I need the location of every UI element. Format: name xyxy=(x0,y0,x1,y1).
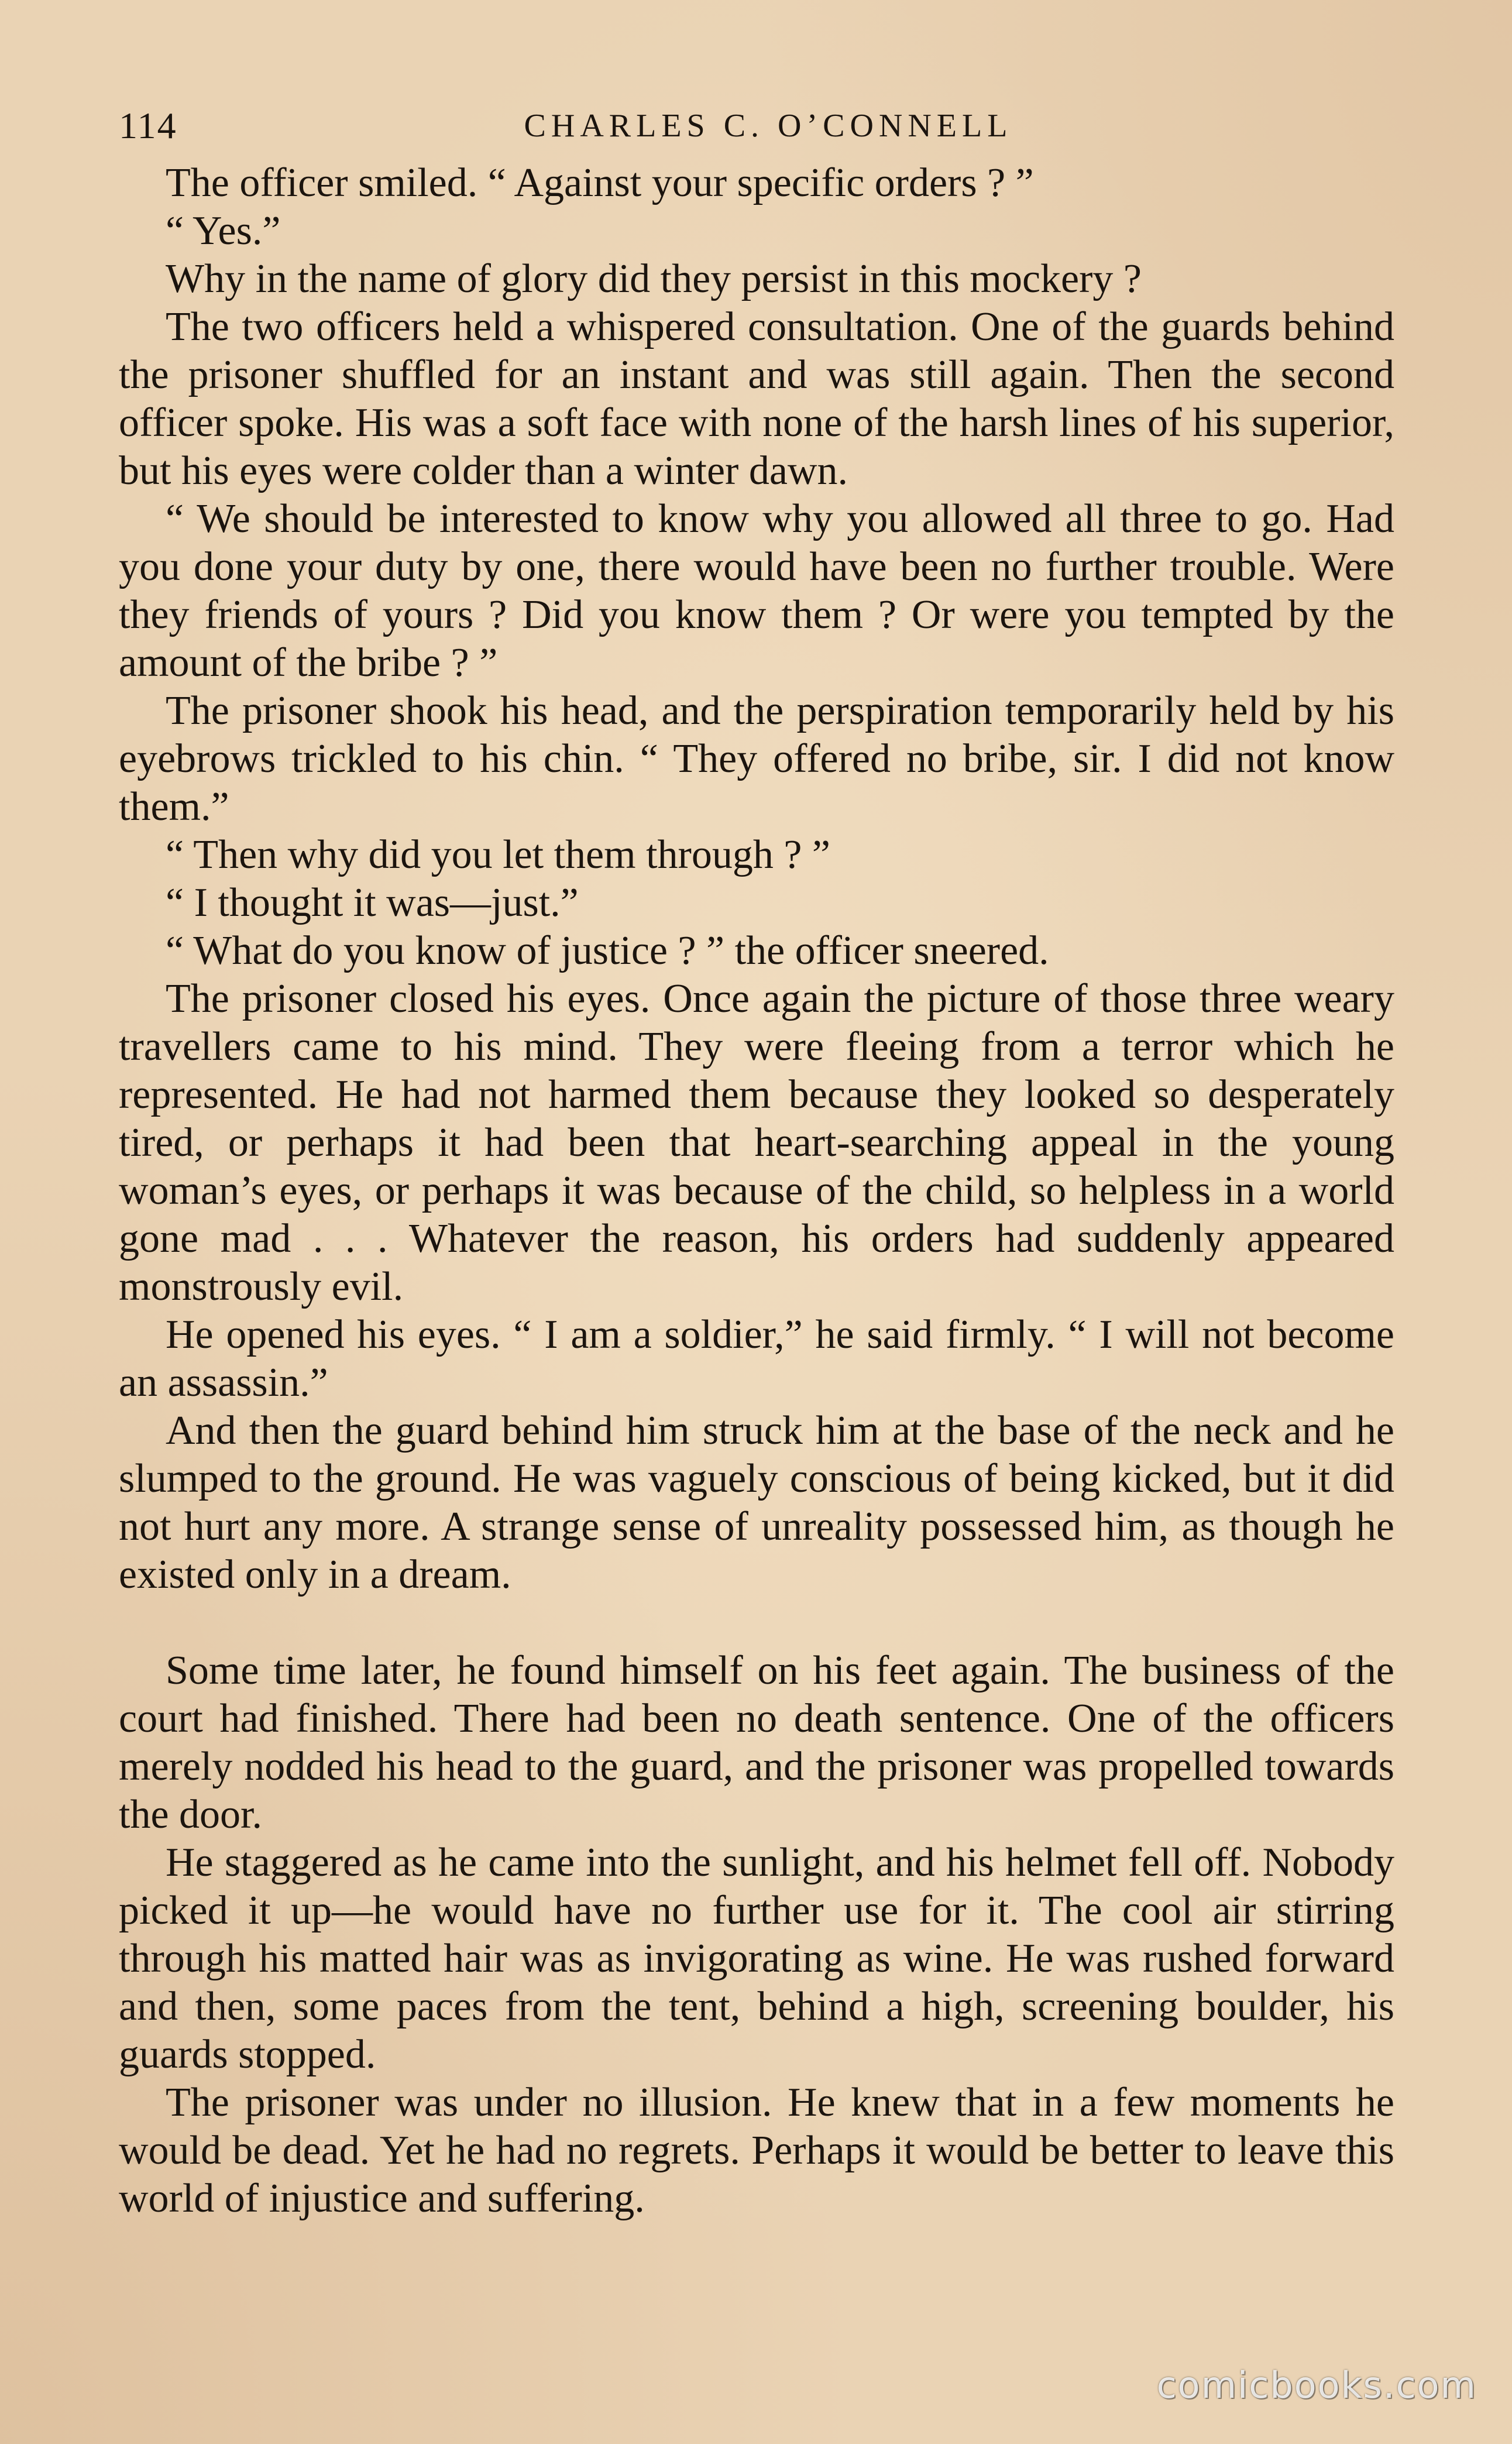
paragraph: “ Then why did you let them through ? ” xyxy=(166,832,830,877)
paragraph: “ I thought it was—just.” xyxy=(166,880,579,925)
paragraph: The prisoner closed his eyes. Once again the picture of those three weary travellers came to his mind. They were fleeing from a terror which he represented. He had not harmed them because they looked so desperately tired, or perhaps it had been that heart-searching appeal in the young woman’s eyes, or perhaps it was because of the child, so helpless in a world gone mad . . . Whatever the reason, his orders had suddenly appeared monstrously evil. xyxy=(119,976,1394,1309)
paragraph: The prisoner shook his head, and the perspiration temporarily held by his eyebrows trickled to his chin. “ They offered no bribe, sir. I did not know them.” xyxy=(119,688,1394,829)
paragraph: He opened his eyes. “ I am a soldier,” he said firmly. “ I will not become an assassin.” xyxy=(119,1312,1394,1405)
running-head xyxy=(119,99,1394,152)
page-number: 114 xyxy=(119,105,177,146)
paragraph: “ Yes.” xyxy=(166,208,281,253)
body-text xyxy=(119,159,1394,2223)
paragraph: “ We should be interested to know why you allowed all three to go. Had you done your duty by one, there would have been no further trouble. Were they friends of yours ? Did you know them ? Or were you tempted by the amount of the bribe ? ” xyxy=(119,496,1394,685)
paragraph: Why in the name of glory did they persist in this mockery ? xyxy=(166,256,1142,301)
paragraph: The two officers held a whispered consultation. One of the guards behind the prisoner shuffled for an instant and was still again. Then the second officer spoke. His was a soft face with none of the harsh lines of his superior, but his eyes were colder than a winter dawn. xyxy=(119,304,1394,493)
running-title: CHARLES C. O’CONNELL xyxy=(524,108,1013,144)
watermark: comicbooks.com xyxy=(1156,2364,1477,2407)
paragraph: “ What do you know of justice ? ” the officer sneered. xyxy=(166,928,1049,973)
paragraph: The officer smiled. “ Against your specific orders ? ” xyxy=(166,160,1034,205)
paragraph: He staggered as he came into the sunlight, and his helmet fell off. Nobody picked it up—he would have no further use for it. The cool air stirring through his matted hair was as invigorating as wine. He was rushed forward and then, some paces from the tent, behind a high, screening boulder, his guards stopped. xyxy=(119,1840,1394,2077)
paragraph: And then the guard behind him struck him at the base of the neck and he slumped to the ground. He was vaguely conscious of being kicked, but it did not hurt any more. A strange sense of unreality possessed him, as though he existed only in a dream. xyxy=(119,1408,1394,1597)
paragraph: The prisoner was under no illusion. He knew that in a few moments he would be dead. Yet he had no regrets. Perhaps it would be better to leave this world of injustice and suffering. xyxy=(119,2080,1394,2221)
paragraph-section-start: Some time later, he found himself on his feet again. The business of the court had finished. There had been no death sentence. One of the officers merely nodded his head to the guard, and the prisoner was propelled towards the door. xyxy=(119,1648,1394,1837)
